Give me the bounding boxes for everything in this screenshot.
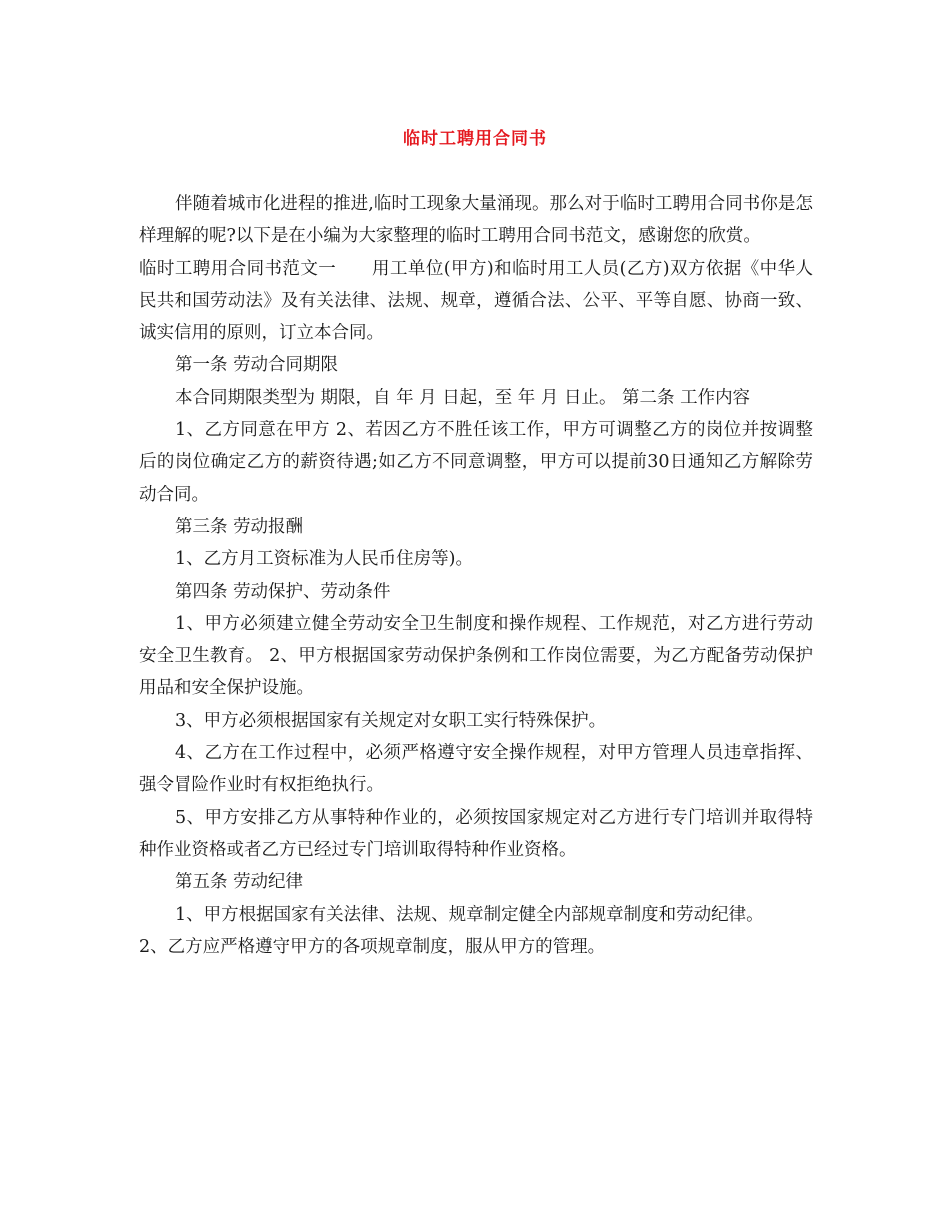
article-2-text: 1、乙方同意在甲方 2、若因乙方不胜任该工作，甲方可调整乙方的岗位并按调整后的岗位确定乙方的薪资待遇;如乙方不同意调整，甲方可以提前30日通知乙方解除劳动合同。: [139, 420, 813, 505]
document-title: 临时工聘用合同书: [403, 129, 547, 149]
article-4-clause-1-2: 1、甲方必须建立健全劳动安全卫生制度和操作规程、工作规范，对乙方进行劳动安全卫生教育。 2、甲方根据国家劳动保护条例和工作岗位需要，为乙方配备劳动保护用品和安全保护设施。: [139, 613, 813, 699]
document-body: [139, 188, 813, 963]
article-3-heading: 第三条 劳动报酬: [175, 516, 304, 537]
intro-paragraph: 伴随着城市化进程的推进,临时工现象大量涌现。那么对于临时工聘用合同书你是怎样理解的呢?以下是在小编为大家整理的临时工聘用合同书范文，感谢您的欣赏。: [139, 194, 813, 247]
article-3-text: 1、乙方月工资标准为人民币住房等)。: [175, 549, 473, 570]
article-4-clause-3: 3、甲方必须根据国家有关规定对女职工实行特殊保护。: [175, 710, 607, 731]
article-1-heading: 第一条 劳动合同期限: [175, 355, 339, 376]
contract-preamble: 临时工聘用合同书范文一 用工单位(甲方)和临时用工人员(乙方)双方依据《中华人民共和国劳动法》及有关法律、法规、规章，遵循合法、公平、平等自愿、协商一致、诚实信用的原则，订立本合同。: [139, 258, 813, 344]
article-5-clause-2: 2、乙方应严格遵守甲方的各项规章制度，服从甲方的管理。: [139, 936, 606, 957]
article-4-heading: 第四条 劳动保护、劳动条件: [175, 581, 391, 602]
article-5-heading: 第五条 劳动纪律: [175, 872, 304, 893]
article-5-clause-1: 1、甲方根据国家有关法律、法规、规章制定健全内部规章制度和劳动纪律。: [175, 904, 764, 925]
article-4-clause-4: 4、乙方在工作过程中，必须严格遵守安全操作规程，对甲方管理人员违章指挥、强令冒险作业时有权拒绝执行。: [139, 743, 813, 796]
article-4-clause-5: 5、甲方安排乙方从事特种作业的，必须按国家规定对乙方进行专门培训并取得特种作业资格或者乙方已经过专门培训取得特种作业资格。: [139, 807, 813, 860]
article-1-text: 本合同期限类型为 期限，自 年 月 日起，至 年 月 日止。 第二条 工作内容: [175, 387, 751, 408]
